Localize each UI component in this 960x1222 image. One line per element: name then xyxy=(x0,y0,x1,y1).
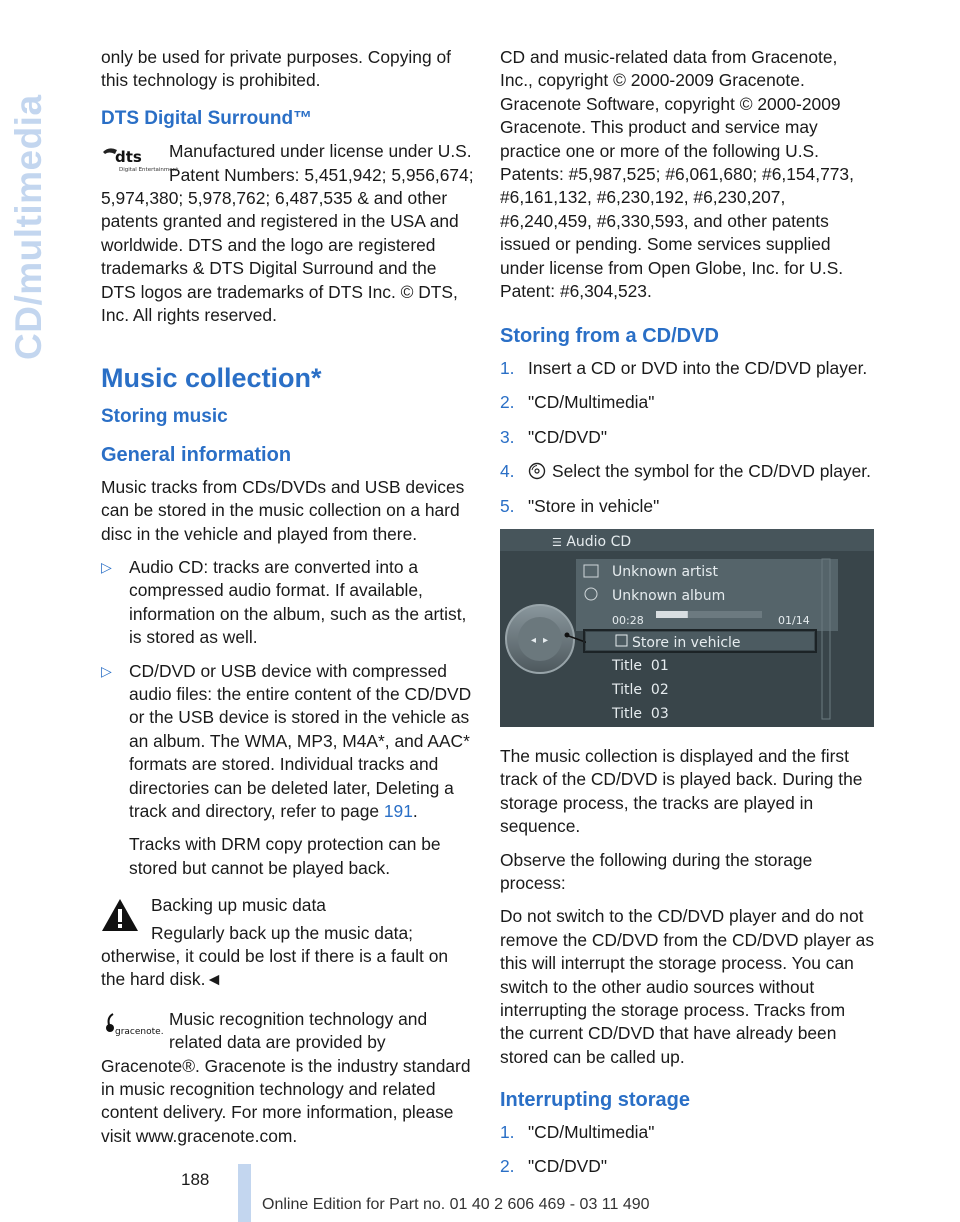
list-item: 5. "Store in vehicle" xyxy=(500,495,660,516)
title-row-2[interactable]: Title 02 xyxy=(612,681,669,698)
list-item: 1. "CD/Multimedia" xyxy=(500,1121,655,1142)
title-row-3[interactable]: Title 03 xyxy=(612,705,669,722)
chapter-title: CD/multimedia xyxy=(8,94,49,360)
after-storing-text: The music collection is displayed and the first track of the CD/DVD is played back. During the storage process, the tracks are played in sequence. xyxy=(500,745,863,837)
left-intro-text: only be used for private purposes. Copying of this technology is prohibited. xyxy=(101,47,451,91)
dts-heading: DTS Digital Surround™ xyxy=(101,107,313,129)
cd-player-icon xyxy=(528,462,546,480)
dts-license-text: Manufactured under license under U.S. Patent Numbers: 5,451,942; 5,956,674; 5,974,380; 5,978,762; 6,487,535 & and other patents granted and registered in the USA and worldwide. DTS and the logo are registered trademarks & DTS Digital Surround and the DTS logos are trademarks of DTS Inc. © DTS, Inc. All rights reserved. xyxy=(101,141,474,326)
track-counter: 01/14 xyxy=(778,613,810,627)
warning-title: Backing up music data xyxy=(151,895,326,916)
bullet-triangle-icon: ▷ xyxy=(101,558,112,575)
gracenote-text: Music recognition technology and related data are provided by Gracenote®. Gracenote is the industry standard in music recognition technology and related content delivery. For more information, please visit www.gracenote.com. xyxy=(101,1008,471,1146)
list-item: 1. Insert a CD or DVD into the CD/DVD player. xyxy=(500,357,868,378)
svg-text:◂: ◂ xyxy=(531,634,537,646)
gracenote-copyright-text: CD and music-related data from Gracenote, Inc., copyright © 2000-2009 Gracenote. Gracenote Software, copyright © 2000-2009 Gracenote. This product and service may practice one or more of the following U.S. Patents: #5,987,525; #6,061,680; #6,154,773, #6,161,132, #6,230,192, #6,230,207, #6,240,459, #6,330,593, and other patents issued or pending. Some services supplied under license from Open Globe, Inc. for U.S. Patent: #6,304,523. xyxy=(500,47,854,302)
dts-logo xyxy=(101,140,179,180)
artist-label: Unknown artist xyxy=(612,563,718,580)
title-row-1[interactable]: Title 01 xyxy=(612,657,669,674)
left-column xyxy=(101,46,475,1158)
interrupting-storage-heading: Interrupting storage xyxy=(500,1089,691,1112)
warning-block xyxy=(101,894,475,992)
list-item: 2. "CD/DVD" xyxy=(500,1156,608,1176)
interrupting-steps-list xyxy=(500,1121,874,1179)
list-item: ▷ CD/DVD or USB device with compressed audio files: the entire content of the CD/DVD or the USB device is stored in the vehicle as an album. The WMA, MP3, M4A*, and AAC* formats are stored. Individual tracks and directories can be deleted later, Deleting a track and directory, refer to page 191. xyxy=(101,660,472,821)
list-item: 3. "CD/DVD" xyxy=(500,426,608,447)
bullet-triangle-icon: ▷ xyxy=(101,662,112,679)
gracenote-logo xyxy=(101,1008,165,1048)
storage-bullet-list xyxy=(101,556,475,823)
edition-text: Online Edition for Part no. 01 40 2 606 469 - 03 11 490 xyxy=(262,1196,650,1213)
footer-accent-bar xyxy=(238,1164,251,1222)
storing-cd-heading: Storing from a CD/DVD xyxy=(500,325,719,348)
warning-icon xyxy=(101,898,139,932)
album-label: Unknown album xyxy=(612,587,726,604)
storing-music-heading: Storing music xyxy=(101,405,228,427)
playback-progress-fill xyxy=(656,611,688,618)
storing-steps-list xyxy=(500,357,874,518)
music-collection-heading: Music collection* xyxy=(101,363,322,394)
observe-text: Observe the following during the storage process: xyxy=(500,849,813,893)
chapter-side-tab xyxy=(4,40,48,400)
idrive-screen xyxy=(500,529,874,727)
list-item xyxy=(101,556,475,650)
page-number: 188 xyxy=(181,1170,210,1189)
list-item: 4. Select the symbol for the CD/DVD player. xyxy=(500,461,871,482)
gracenote-paragraph xyxy=(101,1008,475,1148)
gracenote-logo-text: gracenote. xyxy=(115,1026,164,1037)
elapsed-time: 00:28 xyxy=(612,613,644,627)
dts-logo-subtext: Digital Entertainment xyxy=(119,167,179,174)
right-column xyxy=(500,46,874,1189)
general-info-heading: General information xyxy=(101,444,292,467)
warning-text: Regularly back up the music data; otherwise, it could be lost if there is a fault on the hard disk.◄ xyxy=(101,922,449,990)
page-reference-link[interactable]: 191 xyxy=(383,800,413,821)
drm-note-text: Tracks with DRM copy protection can be stored but cannot be played back. xyxy=(129,834,441,878)
do-not-switch-text: Do not switch to the CD/DVD player and do not remove the CD/DVD from the CD/DVD player as this will interrupt the storage process. You can switch to the other audio sources without interrupting the storage process. Tracks from the current CD/DVD that have already been stored can be called up. xyxy=(500,906,875,1067)
dts-paragraph xyxy=(101,140,475,327)
screen-title: ☰ Audio CD xyxy=(552,533,632,550)
bullet-text: Audio CD: tracks are converted into a compressed audio format. If available, information on the album, such as the artist, is stored as well. xyxy=(129,556,467,648)
audio-cd-icon: ☰ xyxy=(552,535,562,549)
general-info-text: Music tracks from CDs/DVDs and USB devices can be stored in the music collection on a hard disc in the vehicle and played from there. xyxy=(101,476,465,544)
store-in-vehicle-menu-item[interactable]: Store in vehicle xyxy=(632,634,741,651)
list-item: 2. "CD/Multimedia" xyxy=(500,392,655,413)
dts-logo-text: dts xyxy=(115,148,142,167)
bullet-text: CD/DVD or USB device with compressed audio files: the entire content of the CD/DVD or the USB device is stored in the vehicle as an album. The WMA, MP3, M4A*, and AAC* formats are stored. Individual tracks and directories can be deleted later, Deleting a track and directory, refer to page xyxy=(129,660,472,821)
svg-text:▸: ▸ xyxy=(543,634,549,646)
